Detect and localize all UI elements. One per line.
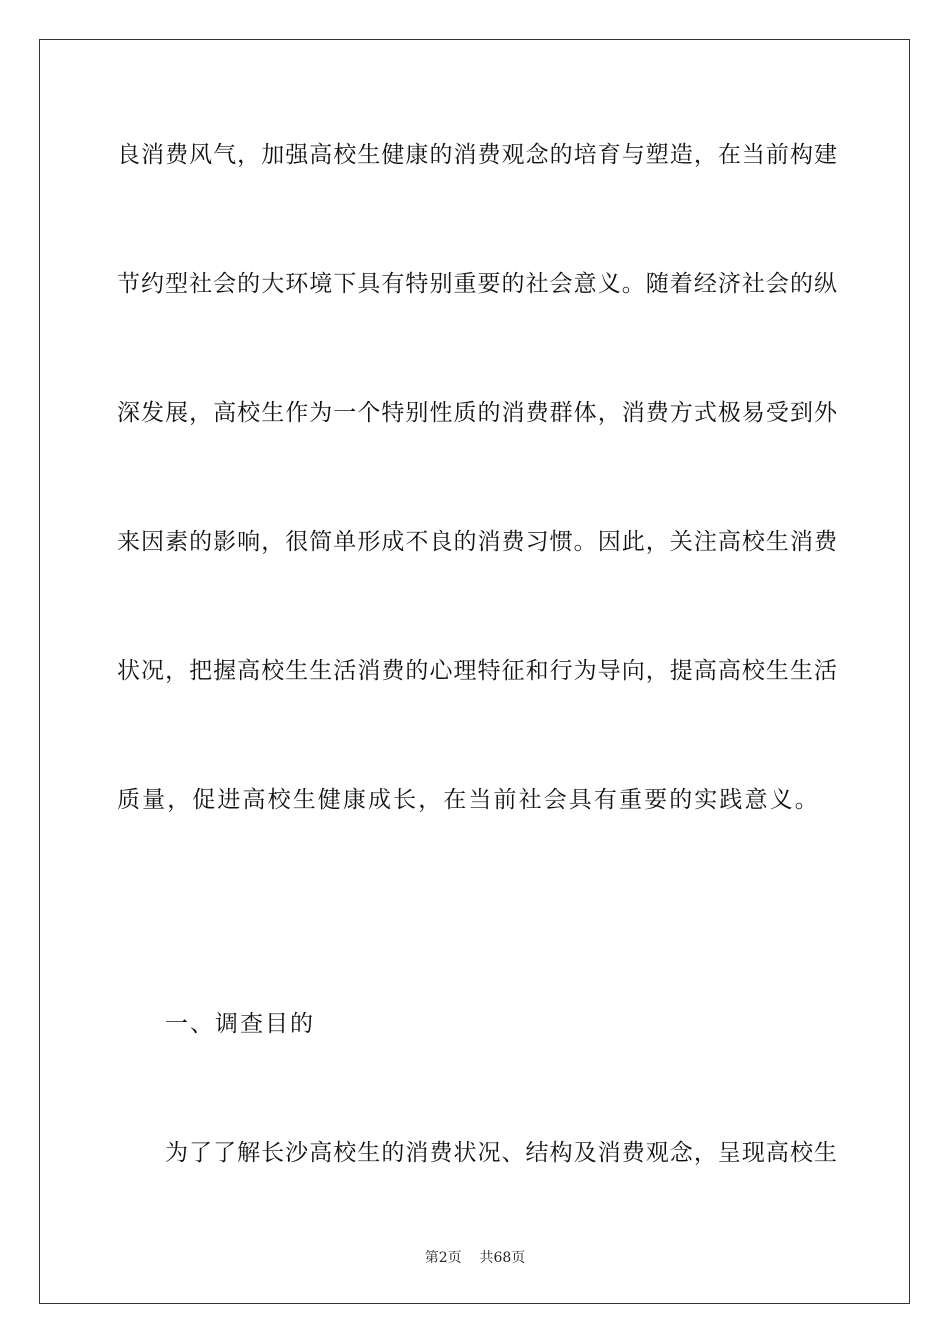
page-footer	[0, 1249, 950, 1267]
section-heading: 一、调查目的	[165, 1011, 315, 1037]
paragraph-line-2: 节约型社会的大环境下具有特别重要的社会意义。随着经济社会的纵	[117, 271, 837, 297]
page-number: 第2页	[424, 1250, 462, 1266]
paragraph-line-1: 良消费风气，加强高校生健康的消费观念的培育与塑造，在当前构建	[117, 142, 837, 168]
paragraph-line-6: 质量，促进高校生健康成长，在当前社会具有重要的实践意义。	[117, 787, 820, 813]
paragraph-line-3: 深发展，高校生作为一个特别性质的消费群体，消费方式极易受到外	[117, 400, 837, 426]
paragraph-line-5: 状况，把握高校生生活消费的心理特征和行为导向，提高高校生生活	[117, 658, 837, 684]
section-paragraph-line-1: 为了了解长沙高校生的消费状况、结构及消费观念，呈现高校生	[165, 1140, 837, 1166]
paragraph-line-4: 来因素的影响，很简单形成不良的消费习惯。因此，关注高校生消费	[117, 529, 837, 555]
total-pages: 共68页	[479, 1250, 526, 1266]
